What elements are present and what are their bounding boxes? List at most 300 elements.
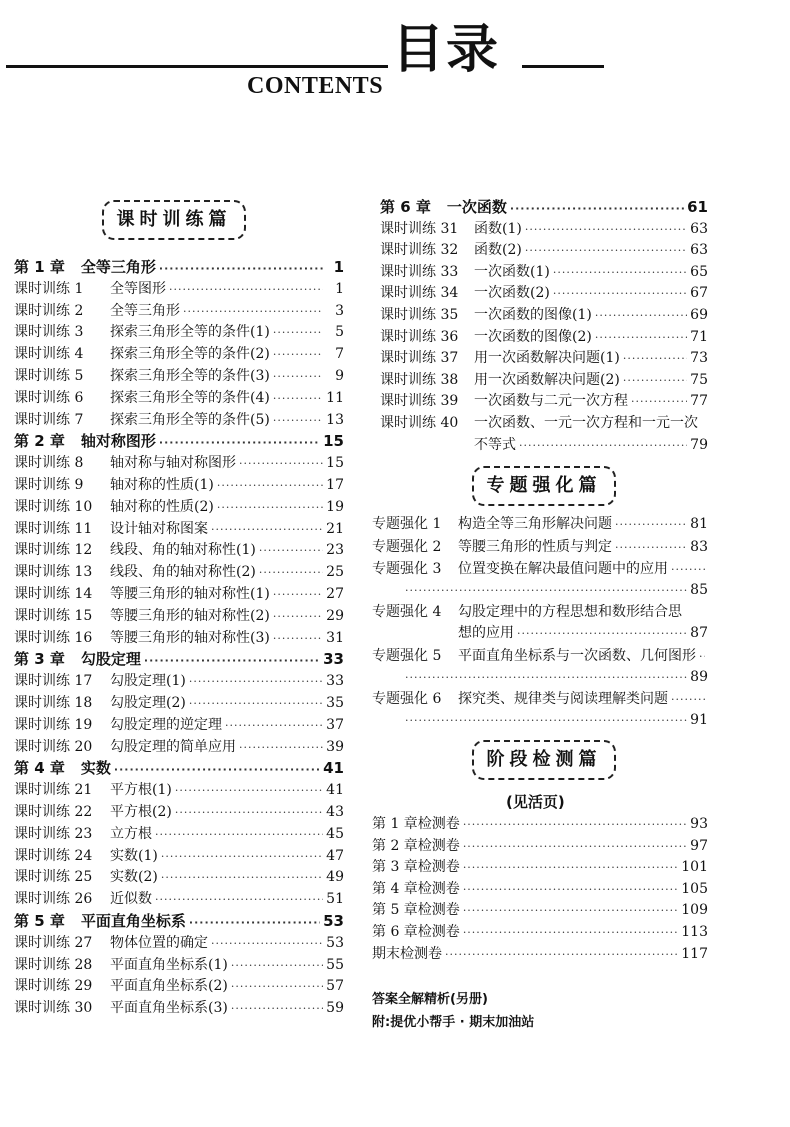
- lesson-title: 轴对称与轴对称图形: [110, 455, 236, 472]
- page-number: 87: [690, 625, 708, 641]
- lesson-title: 探索三角形全等的条件(1): [110, 324, 270, 341]
- lesson-label: 课时训练 3: [14, 324, 84, 341]
- lesson-row[interactable]: [14, 474, 344, 496]
- lesson-row[interactable]: [14, 278, 344, 300]
- leader-dots: [615, 537, 687, 559]
- page-number: 85: [690, 582, 708, 598]
- page-number: 15: [323, 432, 344, 451]
- test-title: 第 1 章检测卷: [372, 816, 460, 832]
- lesson-title: 一次函数、一元一次方程和一元一次: [474, 415, 698, 431]
- chapter-label: 第 1 章: [14, 258, 65, 276]
- leader-dots: [211, 519, 323, 541]
- special-title: 平面直角坐标系与一次函数、几何图形: [458, 648, 696, 664]
- special-topic-row[interactable]: [372, 645, 708, 667]
- leader-dots: [525, 240, 687, 262]
- lesson-row[interactable]: [14, 409, 344, 431]
- lesson-title: 平方根(2): [110, 804, 172, 820]
- page-number: 101: [681, 859, 708, 876]
- lesson-row[interactable]: [380, 218, 708, 240]
- lesson-row[interactable]: [14, 801, 344, 823]
- lesson-title: 平面直角坐标系(3): [110, 1000, 228, 1017]
- special-title: 探究类、规律类与阅读理解类问题: [458, 691, 668, 707]
- test-row[interactable]: [372, 856, 708, 878]
- leader-dots: [445, 944, 678, 966]
- special-label: 专题强化 5: [372, 648, 442, 664]
- page-number: 91: [690, 712, 708, 728]
- lesson-label: 课时训练 11: [14, 520, 93, 537]
- leader-dots: [405, 667, 687, 689]
- leader-dots: [463, 900, 678, 922]
- appendix-note: 附:提优小帮手 · 期末加油站: [372, 1015, 535, 1030]
- chapter-label: 第 5 章: [14, 912, 65, 930]
- page-number: 89: [690, 669, 708, 685]
- page-number: 21: [326, 520, 344, 537]
- lesson-title: 勾股定理的简单应用: [110, 738, 236, 755]
- lesson-row[interactable]: [14, 539, 344, 561]
- page-number: 39: [326, 738, 344, 755]
- lesson-title: 一次函数(1): [474, 263, 550, 280]
- lesson-row[interactable]: [380, 239, 708, 261]
- lesson-row[interactable]: [380, 369, 708, 391]
- chapter-row[interactable]: [14, 757, 344, 779]
- leader-dots: [231, 976, 323, 998]
- page-number: 73: [690, 350, 708, 367]
- leader-dots: [259, 562, 323, 584]
- lesson-row[interactable]: [14, 932, 344, 954]
- leader-dots: [553, 262, 687, 284]
- lesson-row[interactable]: [14, 321, 344, 343]
- leader-dots: [175, 802, 323, 824]
- lesson-label: 课时训练 5: [14, 368, 84, 384]
- special-label: 专题强化 1: [372, 516, 442, 532]
- leader-dots: [155, 824, 323, 846]
- lesson-title: 等腰三角形的轴对称性(3): [110, 629, 270, 646]
- special-topic-row[interactable]: [372, 558, 708, 580]
- lesson-label: 课时训练 15: [14, 607, 93, 624]
- lesson-row[interactable]: [14, 343, 344, 365]
- special-label: 专题强化 4: [372, 604, 442, 620]
- lesson-title: 用一次函数解决问题(2): [474, 371, 620, 388]
- leader-dots: [623, 348, 687, 370]
- special-label: 专题强化 6: [372, 691, 442, 707]
- lesson-label: 课时训练 24: [14, 847, 93, 864]
- lesson-label: 课时训练 40: [380, 415, 459, 431]
- leader-dots: [225, 715, 323, 737]
- see-pages-note: (见活页): [506, 793, 565, 811]
- chapter-row[interactable]: [380, 196, 708, 218]
- page-number: 37: [326, 716, 344, 733]
- leader-dots: [615, 514, 687, 536]
- badge-lessons: 课时训练篇: [102, 200, 246, 240]
- page-number: 27: [326, 586, 344, 602]
- lesson-title: 探索三角形全等的条件(3): [110, 368, 270, 384]
- lesson-label: 课时训练 14: [14, 586, 93, 602]
- lesson-title: 一次函数与二元一次方程: [474, 393, 628, 410]
- special-topic-cont[interactable]: [402, 579, 708, 601]
- special-title: 等腰三角形的性质与判定: [458, 539, 612, 555]
- lesson-title: 探索三角形全等的条件(4): [110, 389, 270, 406]
- leader-dots: [161, 846, 323, 868]
- test-row[interactable]: [372, 878, 708, 900]
- lesson-label: 课时训练 22: [14, 804, 93, 820]
- page-number: 67: [690, 285, 708, 302]
- test-title: 第 3 章检测卷: [372, 859, 460, 876]
- lesson-row[interactable]: [14, 496, 344, 518]
- chapter-label: 第 2 章: [14, 432, 65, 451]
- answer-key-note: 答案全解精析(另册): [372, 992, 488, 1007]
- lesson-label: 课时训练 12: [14, 542, 93, 559]
- lesson-label: 课时训练 18: [14, 695, 93, 711]
- special-label: 专题强化 2: [372, 539, 442, 555]
- lesson-title: 近似数: [110, 891, 152, 908]
- badge-special: 专题强化篇: [472, 466, 616, 506]
- lesson-row[interactable]: [14, 888, 344, 910]
- leader-dots: [273, 584, 323, 606]
- lesson-title: 实数(2): [110, 869, 158, 886]
- leader-dots: [273, 344, 323, 366]
- special-title: 构造全等三角形解决问题: [458, 516, 612, 532]
- page-number: 81: [690, 516, 708, 532]
- lesson-row[interactable]: [14, 779, 344, 801]
- test-row[interactable]: [372, 899, 708, 921]
- page-number: 57: [326, 978, 344, 995]
- page-number: 51: [326, 891, 344, 908]
- lesson-title: 线段、角的轴对称性(2): [110, 564, 256, 581]
- leader-dots: [273, 606, 323, 628]
- page-number: 71: [690, 328, 708, 345]
- leader-dots: [155, 889, 323, 911]
- lesson-row[interactable]: [14, 670, 344, 692]
- lesson-title: 轴对称的性质(1): [110, 477, 214, 493]
- chapter-label: 第 6 章: [380, 198, 431, 216]
- page-number: 45: [326, 825, 344, 842]
- test-title: 期末检测卷: [372, 945, 442, 962]
- lesson-row[interactable]: [14, 518, 344, 540]
- test-title: 第 2 章检测卷: [372, 837, 460, 854]
- lesson-row[interactable]: [14, 300, 344, 322]
- leader-dots: [189, 693, 323, 715]
- leader-dots: [463, 857, 678, 879]
- leader-dots: [161, 867, 323, 889]
- lesson-row[interactable]: [14, 736, 344, 758]
- page-number: 13: [326, 411, 344, 428]
- leader-dots: [463, 836, 687, 858]
- chapter-row[interactable]: [14, 430, 344, 452]
- leader-dots: [159, 258, 323, 280]
- page-number: 33: [323, 650, 344, 669]
- lesson-label: 课时训练 21: [14, 782, 93, 799]
- leader-dots: [273, 410, 323, 432]
- special-topic-row[interactable]: [372, 688, 708, 710]
- leader-dots: [169, 279, 323, 301]
- page-number: 11: [326, 389, 344, 406]
- lesson-title: 一次函数的图像(2): [474, 328, 592, 345]
- lesson-title: 平面直角坐标系(1): [110, 956, 228, 973]
- page-number: 65: [690, 263, 708, 280]
- lesson-title: 平方根(1): [110, 782, 172, 799]
- leader-dots: [463, 814, 687, 836]
- lesson-title: 等腰三角形的轴对称性(1): [110, 586, 270, 602]
- lesson-title: 探索三角形全等的条件(5): [110, 411, 270, 428]
- lesson-row[interactable]: [14, 387, 344, 409]
- test-row[interactable]: [372, 943, 708, 965]
- chapter-row[interactable]: [14, 648, 344, 670]
- lesson-row[interactable]: [14, 561, 344, 583]
- lesson-row[interactable]: [14, 605, 344, 627]
- page-number: 31: [326, 629, 344, 646]
- lesson-title: 函数(1): [474, 220, 522, 237]
- leader-dots: [217, 497, 323, 519]
- lesson-label: 课时训练 9: [14, 477, 84, 493]
- page-number: 63: [690, 242, 708, 259]
- page-number: 117: [681, 945, 708, 962]
- lesson-row[interactable]: [380, 282, 708, 304]
- page-number: 17: [326, 477, 344, 493]
- leader-dots: [159, 432, 320, 454]
- leader-dots: [259, 540, 323, 562]
- special-topic-cont[interactable]: [402, 709, 708, 731]
- lesson-label: 课时训练 36: [380, 328, 459, 345]
- lesson-label: 课时训练 32: [380, 242, 459, 259]
- page-number: 109: [681, 902, 708, 919]
- lesson-row[interactable]: [14, 845, 344, 867]
- page-number: 41: [323, 759, 344, 778]
- lesson-row[interactable]: [380, 390, 708, 412]
- leader-dots: [231, 955, 323, 977]
- contents-subtitle: CONTENTS: [247, 73, 384, 99]
- page-number: 113: [681, 924, 708, 940]
- page-number: 97: [690, 837, 708, 854]
- lesson-title: 勾股定理的逆定理: [110, 716, 222, 733]
- leader-dots: [239, 453, 323, 475]
- chapter-title: 平面直角坐标系: [80, 912, 186, 930]
- leader-dots: [671, 559, 705, 581]
- page-number: 69: [690, 307, 708, 323]
- lesson-title: 立方根: [110, 825, 152, 842]
- lesson-title: 平面直角坐标系(2): [110, 978, 228, 995]
- lesson-label: 课时训练 27: [14, 934, 93, 951]
- lesson-title: 用一次函数解决问题(1): [474, 350, 620, 367]
- page-number: 3: [335, 302, 344, 319]
- lesson-label: 课时训练 2: [14, 302, 84, 319]
- leader-dots: [699, 646, 705, 668]
- lesson-row[interactable]: [380, 347, 708, 369]
- lesson-label: 课时训练 37: [380, 350, 459, 367]
- page-number: 5: [335, 324, 344, 341]
- lesson-label: 课时训练 20: [14, 738, 93, 755]
- lesson-label: 课时训练 17: [14, 673, 93, 690]
- lesson-title: 全等三角形: [110, 302, 180, 319]
- lesson-title: 全等图形: [110, 280, 166, 297]
- test-title: 第 6 章检测卷: [372, 924, 460, 940]
- test-row[interactable]: [372, 921, 708, 943]
- leader-dots: [211, 933, 323, 955]
- lesson-title-cont: 不等式: [474, 437, 516, 453]
- chapter-label: 第 4 章: [14, 759, 65, 778]
- lesson-row[interactable]: [14, 823, 344, 845]
- lesson-label: 课时训练 33: [380, 263, 459, 280]
- lesson-label: 课时训练 23: [14, 825, 93, 842]
- page-number: 75: [690, 371, 708, 388]
- leader-dots: [525, 219, 687, 241]
- lesson-label: 课时训练 13: [14, 564, 93, 581]
- page-number: 19: [326, 498, 344, 515]
- leader-dots: [189, 671, 323, 693]
- page-number: 23: [326, 542, 344, 559]
- chapter-title: 轴对称图形: [80, 432, 156, 451]
- page-number: 55: [326, 956, 344, 973]
- leader-dots: [631, 391, 687, 413]
- page-number: 49: [326, 869, 344, 886]
- page-number: 79: [690, 437, 708, 453]
- special-label: 专题强化 3: [372, 561, 442, 577]
- chapter-row[interactable]: [14, 256, 344, 278]
- lesson-title: 设计轴对称图案: [110, 520, 208, 537]
- page-number: 61: [687, 198, 708, 216]
- leader-dots: [144, 650, 320, 672]
- leader-dots: [671, 689, 705, 711]
- lesson-label: 课时训练 30: [14, 1000, 93, 1017]
- leader-dots: [517, 623, 687, 645]
- lesson-title: 勾股定理(2): [110, 695, 186, 711]
- header-line-right: [522, 65, 604, 68]
- lesson-label: 课时训练 4: [14, 346, 84, 363]
- leader-dots: [463, 879, 678, 901]
- lesson-label: 课时训练 39: [380, 393, 459, 410]
- page-number: 63: [690, 220, 708, 237]
- lesson-label: 课时训练 16: [14, 629, 93, 646]
- lesson-title: 函数(2): [474, 242, 522, 259]
- page-number: 7: [335, 346, 344, 363]
- lesson-label: 课时训练 26: [14, 891, 93, 908]
- lesson-title: 一次函数(2): [474, 285, 550, 302]
- lesson-row[interactable]: [14, 365, 344, 387]
- lesson-row[interactable]: [14, 954, 344, 976]
- lesson-label: 课时训练 29: [14, 978, 93, 995]
- lesson-label: 课时训练 7: [14, 411, 84, 428]
- page-number: 53: [326, 934, 344, 951]
- leader-dots: [595, 327, 687, 349]
- test-row[interactable]: [372, 813, 708, 835]
- lesson-label: 课时训练 10: [14, 498, 93, 515]
- lesson-row[interactable]: [14, 692, 344, 714]
- page-number: 41: [326, 782, 344, 799]
- lesson-title: 勾股定理(1): [110, 673, 186, 690]
- lesson-row[interactable]: [380, 261, 708, 283]
- leader-dots: [405, 580, 687, 602]
- lesson-label: 课时训练 6: [14, 389, 84, 406]
- page-number: 105: [681, 880, 708, 897]
- lesson-label: 课时训练 25: [14, 869, 93, 886]
- page-number: 25: [326, 564, 344, 581]
- chapter-title: 勾股定理: [80, 650, 141, 669]
- page-title: 目录: [392, 20, 501, 80]
- leader-dots: [114, 759, 320, 781]
- page-number: 59: [326, 1000, 344, 1017]
- page-number: 9: [335, 368, 344, 384]
- test-title: 第 5 章检测卷: [372, 902, 460, 919]
- page-number: 33: [326, 673, 344, 690]
- lesson-label: 课时训练 8: [14, 455, 84, 472]
- leader-dots: [217, 475, 323, 497]
- lesson-row[interactable]: [14, 583, 344, 605]
- page-number: 1: [333, 258, 344, 276]
- leader-dots: [595, 305, 687, 327]
- lesson-row[interactable]: [380, 304, 708, 326]
- header-line-left: [6, 65, 388, 68]
- lesson-title: 实数(1): [110, 847, 158, 864]
- lesson-label: 课时训练 35: [380, 307, 459, 323]
- page-number: 47: [326, 847, 344, 864]
- page-number: 77: [690, 393, 708, 410]
- special-topic-cont[interactable]: [458, 622, 708, 644]
- lesson-row[interactable]: [14, 866, 344, 888]
- lesson-label: 课时训练 31: [380, 220, 459, 237]
- leader-dots: [239, 737, 323, 759]
- page-number: 35: [326, 695, 344, 711]
- lesson-row[interactable]: [14, 714, 344, 736]
- lesson-40-cont[interactable]: [474, 434, 708, 456]
- chapter-label: 第 3 章: [14, 650, 65, 669]
- leader-dots: [175, 780, 323, 802]
- chapter-row[interactable]: [14, 910, 344, 932]
- test-row[interactable]: [372, 835, 708, 857]
- special-topic-cont[interactable]: [402, 666, 708, 688]
- lesson-title: 线段、角的轴对称性(1): [110, 542, 256, 559]
- leader-dots: [273, 322, 323, 344]
- lesson-row[interactable]: [14, 997, 344, 1019]
- page-number: 15: [326, 455, 344, 472]
- lesson-row[interactable]: [380, 326, 708, 348]
- special-title: 位置变换在解决最值问题中的应用: [458, 561, 668, 577]
- leader-dots: [273, 628, 323, 650]
- lesson-row[interactable]: [14, 452, 344, 474]
- lesson-label: 课时训练 34: [380, 285, 459, 302]
- special-topic-row[interactable]: [372, 601, 708, 623]
- lesson-row[interactable]: [14, 975, 344, 997]
- lesson-label: 课时训练 38: [380, 371, 459, 388]
- lesson-label: 课时训练 1: [14, 280, 84, 297]
- page-number: 83: [690, 539, 708, 555]
- chapter-title: 一次函数: [446, 198, 507, 216]
- badge-tests: 阶段检测篇: [472, 740, 616, 780]
- lesson-title: 探索三角形全等的条件(2): [110, 346, 270, 363]
- special-title: 勾股定理中的方程思想和数形结合思: [458, 604, 682, 620]
- chapter-title: 全等三角形: [80, 258, 156, 276]
- leader-dots: [189, 912, 320, 934]
- test-title: 第 4 章检测卷: [372, 880, 460, 897]
- special-title-cont: 想的应用: [458, 625, 514, 641]
- lesson-label: 课时训练 28: [14, 956, 93, 973]
- special-topic-row[interactable]: [372, 513, 708, 535]
- page-number: 93: [690, 816, 708, 832]
- leader-dots: [231, 998, 323, 1020]
- lesson-title: 一次函数的图像(1): [474, 307, 592, 323]
- page-number: 29: [326, 607, 344, 624]
- lesson-title: 物体位置的确定: [110, 934, 208, 951]
- leader-dots: [519, 435, 687, 457]
- page-number: 43: [326, 804, 344, 820]
- page-number: 53: [323, 912, 344, 930]
- leader-dots: [553, 283, 687, 305]
- lesson-title: 等腰三角形的轴对称性(2): [110, 607, 270, 624]
- special-topic-row[interactable]: [372, 536, 708, 558]
- lesson-label: 课时训练 19: [14, 716, 93, 733]
- lesson-row[interactable]: [14, 627, 344, 649]
- leader-dots: [273, 366, 323, 388]
- lesson-40-row[interactable]: [380, 412, 708, 434]
- page-number: 1: [335, 280, 344, 297]
